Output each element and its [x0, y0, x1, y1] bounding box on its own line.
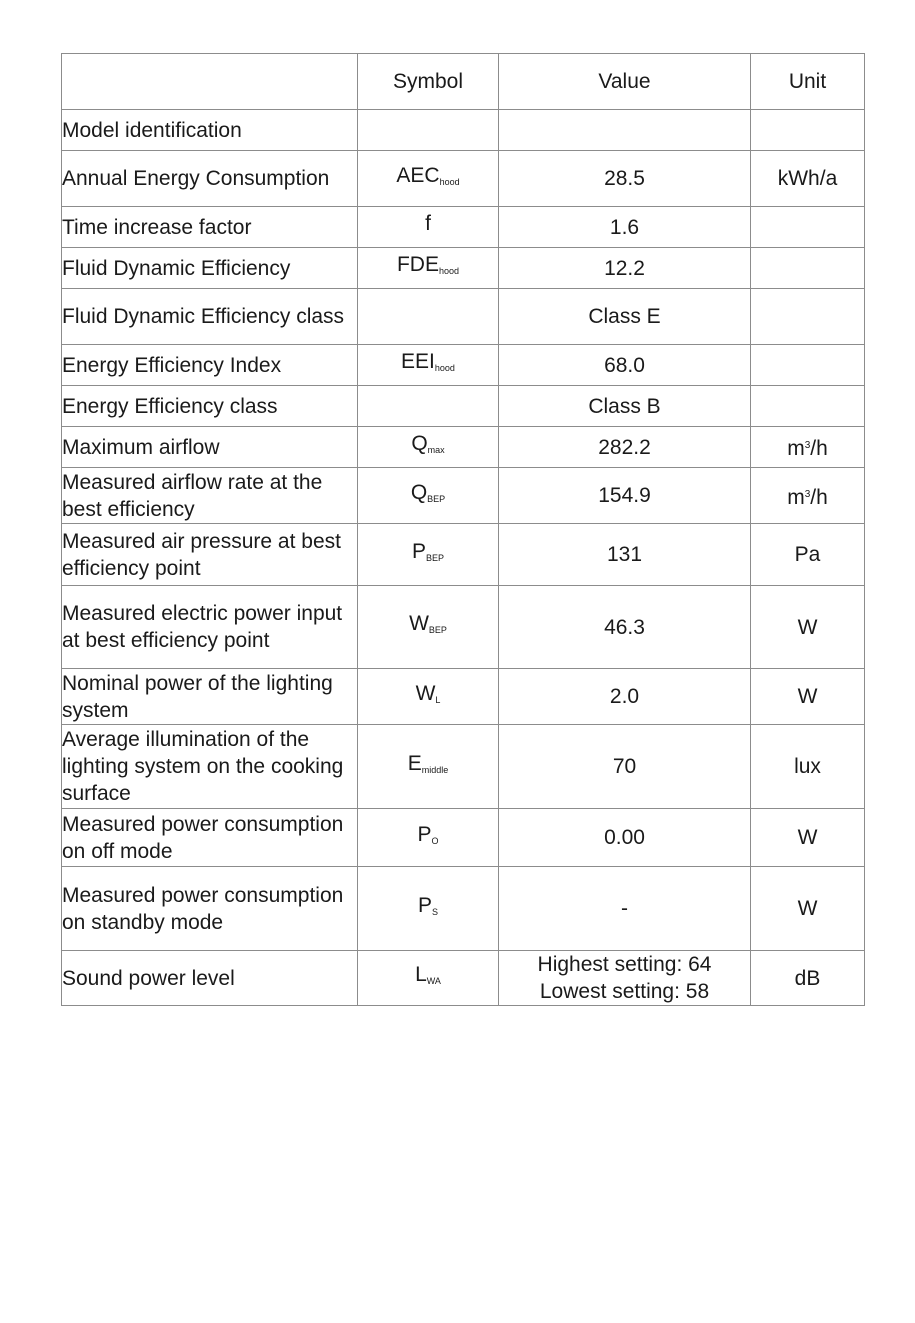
- unit-cell: [751, 386, 865, 427]
- table-row: [62, 468, 865, 524]
- symbol-cell: $Q_{max}$: [358, 427, 499, 468]
- unit-cell: lux: [751, 725, 865, 809]
- parameter-cell: Measured power consumption on standby mode: [62, 867, 358, 951]
- table-row: [62, 809, 865, 867]
- symbol-cell: $AEC_{hood}$: [358, 151, 499, 207]
- value-cell: [499, 110, 751, 151]
- value-line: Highest setting: 64: [537, 953, 712, 976]
- symbol-cell: [358, 289, 499, 345]
- parameter-cell: Model identification: [62, 110, 358, 151]
- table-row: [62, 207, 865, 248]
- table-row: [62, 345, 865, 386]
- value-cell: Class B: [499, 386, 751, 427]
- value-cell: 12.2: [499, 248, 751, 289]
- value-cell: 282.2: [499, 427, 751, 468]
- value-cell: 2.0: [499, 669, 751, 725]
- table-row: [62, 386, 865, 427]
- table-row: [62, 151, 865, 207]
- value-cell: 46.3: [499, 586, 751, 669]
- table-row: [62, 586, 865, 669]
- parameter-cell: Measured airflow rate at the best efficiency: [62, 468, 358, 524]
- value-cell: 1.6: [499, 207, 751, 248]
- unit-cell: W: [751, 809, 865, 867]
- header-symbol: Symbol: [358, 54, 499, 110]
- unit-cell: $m^3/h$: [751, 427, 865, 468]
- unit-cell: W: [751, 867, 865, 951]
- unit-cell: W: [751, 586, 865, 669]
- symbol-cell: [358, 110, 499, 151]
- parameter-cell: Energy Efficiency Index: [62, 345, 358, 386]
- parameter-cell: Average illumination of the lighting system on the cooking surface: [62, 725, 358, 809]
- unit-cell: [751, 345, 865, 386]
- unit-cell: [751, 110, 865, 151]
- table-row: [62, 289, 865, 345]
- symbol-cell: $P_{BEP}$: [358, 524, 499, 586]
- parameter-cell: Energy Efficiency class: [62, 386, 358, 427]
- symbol-cell: $Q_{BEP}$: [358, 468, 499, 524]
- unit-cell: [751, 248, 865, 289]
- table-row: [62, 524, 865, 586]
- symbol-cell: $E_{middle}$: [358, 725, 499, 809]
- table-row: [62, 867, 865, 951]
- value-line: Lowest setting: 58: [539, 980, 710, 1003]
- parameter-cell: Annual Energy Consumption: [62, 151, 358, 207]
- parameter-cell: Measured electric power input at best efficiency point: [62, 586, 358, 669]
- table-row: [62, 951, 865, 1006]
- value-cell: 68.0: [499, 345, 751, 386]
- parameter-cell: Sound power level: [62, 951, 358, 1006]
- header-unit: Unit: [751, 54, 865, 110]
- parameter-cell: Time increase factor: [62, 207, 358, 248]
- parameter-cell: Nominal power of the lighting system: [62, 669, 358, 725]
- value-cell: Class E: [499, 289, 751, 345]
- symbol-cell: f: [358, 207, 499, 248]
- parameter-cell: Measured power consumption on off mode: [62, 809, 358, 867]
- symbol-cell: $W_L$: [358, 669, 499, 725]
- unit-cell: [751, 289, 865, 345]
- header-value: Value: [499, 54, 751, 110]
- parameter-cell: Measured air pressure at best efficiency point: [62, 524, 358, 586]
- table-row: [62, 669, 865, 725]
- parameter-cell: Fluid Dynamic Efficiency: [62, 248, 358, 289]
- table-row: [62, 427, 865, 468]
- unit-cell: W: [751, 669, 865, 725]
- table-row: [62, 248, 865, 289]
- unit-cell: Pa: [751, 524, 865, 586]
- unit-cell: [751, 207, 865, 248]
- symbol-cell: $P_S$: [358, 867, 499, 951]
- table-row: [62, 110, 865, 151]
- table-row: [62, 725, 865, 809]
- symbol-cell: $L_{WA}$: [358, 951, 499, 1006]
- unit-cell: dB: [751, 951, 865, 1006]
- symbol-cell: $FDE_{hood}$: [358, 248, 499, 289]
- specification-table: [61, 53, 865, 1006]
- value-cell: [499, 951, 751, 1006]
- unit-cell: kWh/a: [751, 151, 865, 207]
- table-header-row: [62, 54, 865, 110]
- symbol-cell: $P_O$: [358, 809, 499, 867]
- unit-cell: $m^3/h$: [751, 468, 865, 524]
- symbol-cell: $W_{BEP}$: [358, 586, 499, 669]
- symbol-cell: $EEI_{hood}$: [358, 345, 499, 386]
- parameter-cell: Maximum airflow: [62, 427, 358, 468]
- value-cell: -: [499, 867, 751, 951]
- value-cell: 0.00: [499, 809, 751, 867]
- value-cell: 131: [499, 524, 751, 586]
- value-cell: 28.5: [499, 151, 751, 207]
- parameter-cell: Fluid Dynamic Efficiency class: [62, 289, 358, 345]
- header-parameter: [62, 54, 358, 110]
- value-cell: 70: [499, 725, 751, 809]
- symbol-cell: [358, 386, 499, 427]
- value-cell: 154.9: [499, 468, 751, 524]
